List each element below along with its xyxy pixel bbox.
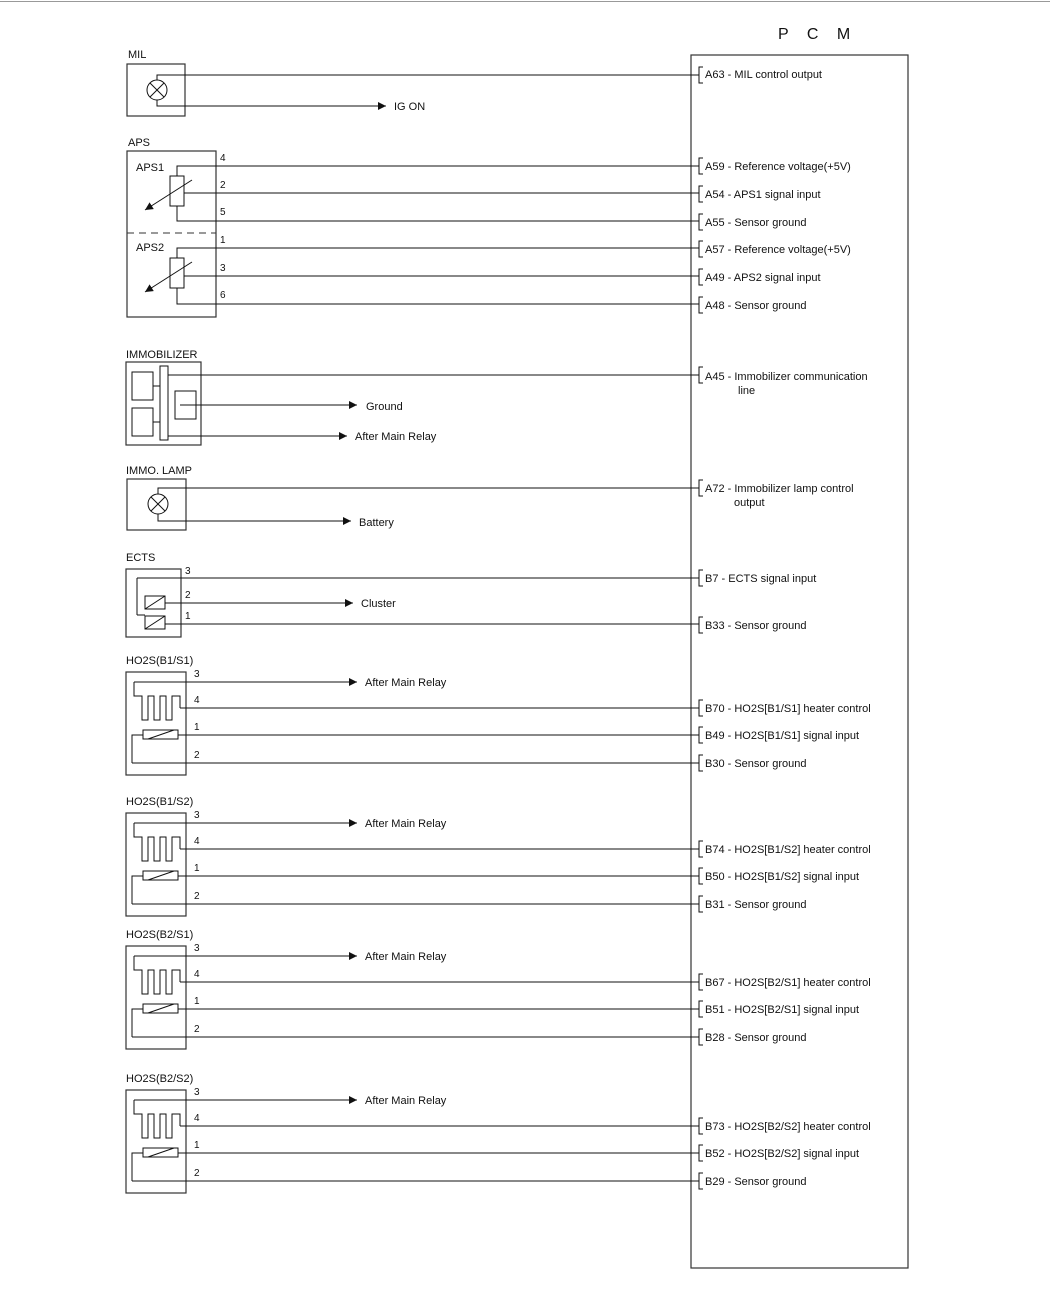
sensor-ground-link [132, 1153, 143, 1181]
pcm-pin-bracket [699, 1118, 703, 1134]
ects-ext-label: Cluster [361, 598, 396, 610]
pcm-pin-bracket [699, 868, 703, 884]
immobilizer-title: IMMOBILIZER [126, 349, 198, 361]
immobilizer-pcm-pin-line2: line [738, 385, 756, 397]
ho2s-pcm-pin: B49 - HO2S[B1/S1] signal input [705, 730, 860, 742]
potentiometer-icon [145, 258, 192, 292]
ho2s-pin: 4 [194, 836, 200, 847]
aps-group [127, 137, 851, 317]
ho2s-title: HO2S(B2/S1) [126, 929, 194, 941]
sensor-element-slash [148, 871, 174, 880]
mil-ext-label: IG ON [394, 101, 426, 113]
ho2s-pin: 1 [194, 996, 200, 1007]
pcm-pin-bracket [699, 1173, 703, 1189]
sensor-element-slash [148, 1148, 174, 1157]
ho2s-pcm-pin: B30 - Sensor ground [705, 758, 807, 770]
ho2s-pin: 1 [194, 863, 200, 874]
ho2s-ext-label: After Main Relay [365, 951, 447, 963]
ho2s-sensor-group [126, 929, 871, 1049]
sensor-ground-link [132, 735, 143, 763]
heater-icon [134, 956, 180, 994]
ects-title: ECTS [126, 552, 156, 564]
pcm-title: P C M [778, 26, 858, 43]
ho2s-box [126, 813, 186, 916]
immobilizer-group [126, 349, 868, 445]
pcm-pin-bracket [699, 700, 703, 716]
pcm-pin-bracket [699, 974, 703, 990]
ho2s-pcm-pin: B52 - HO2S[B2/S2] signal input [705, 1148, 860, 1160]
ho2s-sensor-group [126, 655, 871, 775]
ho2s-pin: 1 [194, 722, 200, 733]
ho2s-box [126, 1090, 186, 1193]
ects-pin: 1 [185, 611, 191, 622]
ho2s-box [126, 672, 186, 775]
aps-pin: 4 [220, 153, 226, 164]
lamp-icon [147, 80, 167, 100]
immobilizer-module-icon [132, 366, 196, 440]
immo-lamp-pcm-pin-line2: output [734, 497, 765, 509]
ho2s-pcm-pin: B28 - Sensor ground [705, 1032, 807, 1044]
aps2-label: APS2 [136, 242, 165, 254]
heater-icon [134, 682, 180, 720]
pcm-pin-bracket [699, 1001, 703, 1017]
ho2s-pcm-pin: B29 - Sensor ground [705, 1176, 807, 1188]
aps1-label: APS1 [136, 162, 165, 174]
ho2s-pin: 2 [194, 750, 200, 761]
ho2s-pcm-pin: B74 - HO2S[B1/S2] heater control [705, 844, 871, 856]
ho2s-pin: 4 [194, 695, 200, 706]
immobilizer-ext-ground: Ground [366, 401, 403, 413]
aps-pin: 2 [220, 180, 226, 191]
ho2s-pin: 4 [194, 1113, 200, 1124]
ho2s-pin: 2 [194, 891, 200, 902]
ho2s-pin: 2 [194, 1168, 200, 1179]
immo-lamp-box [127, 479, 186, 530]
ho2s-title: HO2S(B1/S1) [126, 655, 194, 667]
ho2s-box [126, 946, 186, 1049]
pcm-pin-bracket [699, 896, 703, 912]
immo-lamp-title: IMMO. LAMP [126, 465, 193, 477]
pcm-box [691, 55, 908, 1268]
aps-pcm-pin: A54 - APS1 signal input [705, 189, 821, 201]
ho2s-pcm-pin: B31 - Sensor ground [705, 899, 807, 911]
ho2s-pin: 3 [194, 943, 200, 954]
ho2s-pin: 4 [194, 969, 200, 980]
ho2s-pcm-pin: B51 - HO2S[B2/S1] signal input [705, 1004, 860, 1016]
ho2s-pcm-pin: B70 - HO2S[B1/S1] heater control [705, 703, 871, 715]
aps-pcm-pin: A48 - Sensor ground [705, 300, 807, 312]
ho2s-title: HO2S(B1/S2) [126, 796, 194, 808]
ects-pin: 2 [185, 590, 191, 601]
ho2s-ext-label: After Main Relay [365, 818, 447, 830]
aps-pin: 6 [220, 290, 226, 301]
ects-pcm-signal: B7 - ECTS signal input [705, 573, 817, 585]
ho2s-pin: 1 [194, 1140, 200, 1151]
ho2s-pin: 3 [194, 669, 200, 680]
ho2s-pcm-pin: B50 - HO2S[B1/S2] signal input [705, 871, 860, 883]
aps-pin: 5 [220, 207, 226, 218]
immo-lamp-group [126, 465, 854, 530]
pcm-pin-bracket [699, 727, 703, 743]
pcm-pin-bracket [699, 1029, 703, 1045]
ho2s-sensor-group [126, 1073, 871, 1193]
ho2s-pin: 3 [194, 1087, 200, 1098]
lamp-icon [148, 494, 168, 514]
sensor-ground-link [132, 1009, 143, 1037]
aps-pin: 1 [220, 235, 226, 246]
immobilizer-pcm-pin: A45 - Immobilizer communication [705, 371, 868, 383]
ho2s-sensors [126, 655, 871, 1193]
ho2s-pcm-pin: B67 - HO2S[B2/S1] heater control [705, 977, 871, 989]
mil-title: MIL [128, 49, 147, 61]
thermistor-icon [137, 578, 165, 629]
immo-lamp-pcm-pin: A72 - Immobilizer lamp control [705, 483, 854, 495]
ects-group [126, 552, 816, 637]
ects-pin: 3 [185, 566, 191, 577]
sensor-ground-link [132, 876, 143, 904]
ho2s-ext-label: After Main Relay [365, 1095, 447, 1107]
immobilizer-box [126, 362, 201, 445]
pcm-pin-bracket [699, 1145, 703, 1161]
aps-pcm-pin: A57 - Reference voltage(+5V) [705, 244, 851, 256]
heater-icon [134, 823, 180, 861]
ho2s-title: HO2S(B2/S2) [126, 1073, 194, 1085]
aps-pin: 3 [220, 263, 226, 274]
aps-pcm-pin: A59 - Reference voltage(+5V) [705, 161, 851, 173]
immo-lamp-ext-label: Battery [359, 517, 394, 529]
ho2s-pin: 2 [194, 1024, 200, 1035]
ho2s-pcm-pin: B73 - HO2S[B2/S2] heater control [705, 1121, 871, 1133]
mil-box [127, 64, 185, 116]
sensor-element-slash [148, 730, 174, 739]
mil-group [127, 49, 822, 116]
sensor-element-slash [148, 1004, 174, 1013]
heater-icon [134, 1100, 180, 1138]
immobilizer-ext-after: After Main Relay [355, 431, 437, 443]
pcm-pin-bracket [699, 755, 703, 771]
ho2s-sensor-group [126, 796, 871, 916]
ho2s-pin: 3 [194, 810, 200, 821]
ho2s-ext-label: After Main Relay [365, 677, 447, 689]
aps-title: APS [128, 137, 151, 149]
aps-pcm-pin: A49 - APS2 signal input [705, 272, 821, 284]
ects-pcm-ground: B33 - Sensor ground [705, 620, 807, 632]
mil-pcm-pin: A63 - MIL control output [705, 69, 822, 81]
pcm-pin-bracket [699, 841, 703, 857]
aps-pcm-pin: A55 - Sensor ground [705, 217, 807, 229]
